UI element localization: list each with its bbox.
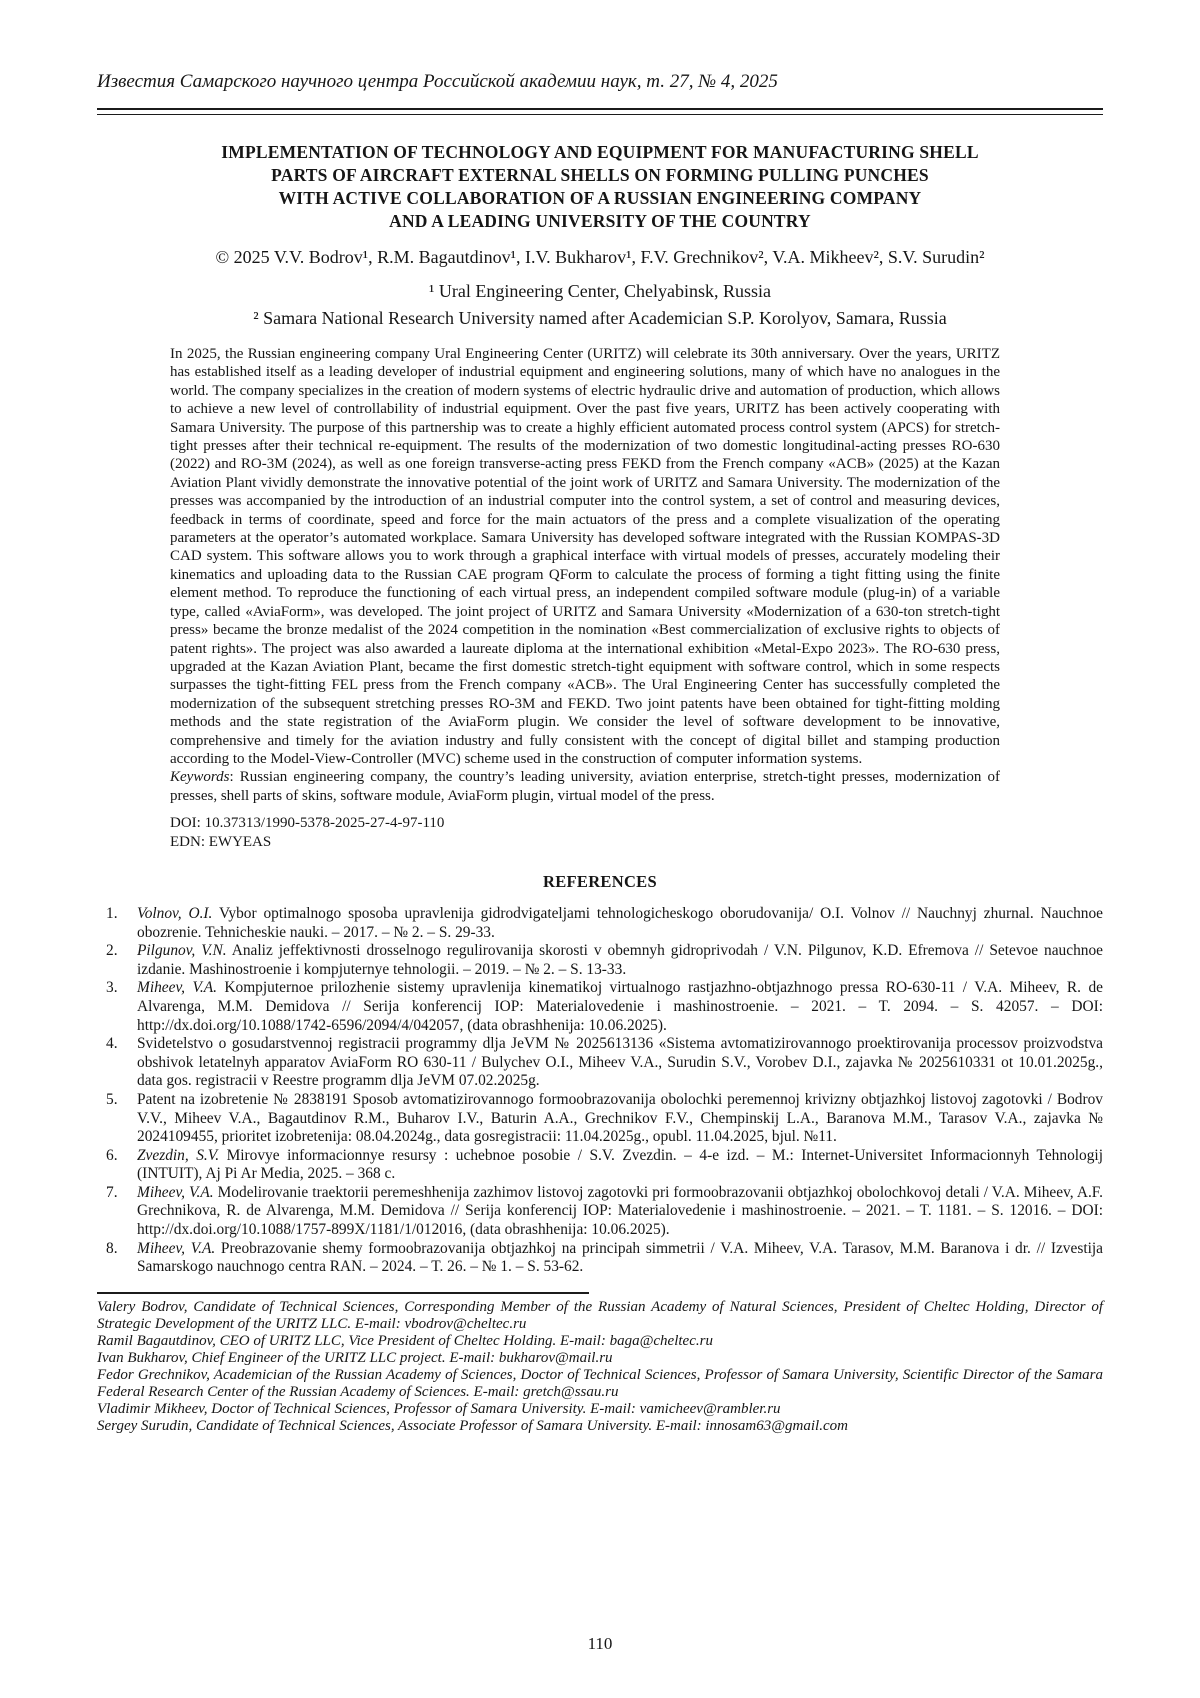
reference-number: 4. [106,1035,118,1053]
doi-block [170,814,1000,851]
reference-author: Pilgunov, V.N. [137,942,227,960]
reference-author: Volnov, O.I. [137,904,213,922]
footnote-rule [97,1292,589,1294]
author-bio: Ramil Bagautdinov, CEO of URITZ LLC, Vice President of Cheltec Holding. E-mail: baga@cheltec.ru [97,1332,713,1349]
reference-author: Zvezdin, S.V. [137,1146,220,1164]
reference-author: Miheev, V.A. [137,1239,216,1257]
author-bio: Ivan Bukharov, Chief Engineer of the URITZ LLC project. E-mail: bukharov@mail.ru [97,1349,613,1366]
reference-body-text: Mirovye informacionnye resursy : uchebnoe posobie / S.V. Zvezdin. – 4-e izd. – M.: Internet-Universitet Informacionnyh Tehnologij (INTUIT), Aj Pi Ar Media, 2025. – 368 c. [137,1146,1103,1183]
reference-body-text: Patent na izobretenie № 2838191 Sposob avtomatizirovannogo formoobrazovanija obolochki peremennoj krivizny obtjazhkoj listovoj zagotovki / Bodrov V.V., Miheev V.A., Bagautdinov R.M., Buharov I.V., Baturin A.A., Grechnikov F.V., Chempinskij L.A., Baranova M.M., Tarasov V.A., zajavka № 2024109455, prioritet izobretenija: 08.04.2024g., data gosregistracii: 11.04.2025g., opubl. 11.04.2025, bjul. №11. [137,1090,1103,1146]
doi-line: DOI: 10.37313/1990-5378-2025-27-4-97-110 [170,815,445,832]
reference-text [137,979,1103,1035]
article-title-line: PARTS OF AIRCRAFT EXTERNAL SHELLS ON FORMING PULLING PUNCHES [271,165,929,185]
reference-item [97,905,1103,942]
author-bio: Valery Bodrov, Candidate of Technical Sciences, Corresponding Member of the Russian Academy of Natural Sciences, President of Cheltec Holding, Director of Strategic Development of the URITZ LLC. E-mail: vbodrov@cheltec.ru [97,1298,1103,1332]
authors-line: © 2025 V.V. Bodrov¹, R.M. Bagautdinov¹, I.V. Bukharov¹, F.V. Grechnikov², V.A. Mikheev², S.V. Surudin² [215,247,985,267]
article-title-line: WITH ACTIVE COLLABORATION OF A RUSSIAN ENGINEERING COMPANY [278,188,922,208]
reference-author: Miheev, V.A. [137,1183,214,1201]
reference-number: 1. [106,904,118,922]
reference-text [137,1147,1103,1184]
reference-text [137,1035,1103,1091]
header-rule [97,108,1103,115]
reference-item [97,942,1103,979]
journal-running-head: Известия Самарского научного центра Российской академии наук, т. 27, № 4, 2025 [97,71,778,92]
references-list [97,905,1103,1277]
keywords-text: : Russian engineering company, the country’s leading university, aviation enterprise, stretch-tight presses, modernization of presses, shell parts of skins, software module, AviaForm plugin, virtual model of the press. [170,769,1000,804]
reference-text [137,1091,1103,1147]
author-bio: Sergey Surudin, Candidate of Technical Sciences, Associate Professor of Samara University. E-mail: innosam63@gmail.com [97,1417,848,1434]
author-bio: Vladimir Mikheev, Doctor of Technical Sciences, Professor of Samara University. E-mail: vamicheev@rambler.ru [97,1400,781,1417]
article-title [97,141,1103,233]
abstract-block [170,345,1000,851]
affiliations [97,278,1103,332]
author-bio: Fedor Grechnikov, Academician of the Russian Academy of Sciences, Doctor of Technical Sciences, Professor of Samara University, Scientific Director of the Samara Federal Research Center of the Russian Academy of Sciences. E-mail: gretch@ssau.ru [97,1366,1103,1400]
article-title-line: AND A LEADING UNIVERSITY OF THE COUNTRY [389,211,811,231]
reference-text [137,1240,1103,1277]
page-number: 110 [587,1634,613,1653]
reference-item [97,979,1103,1035]
reference-body-text: Vybor optimalnogo sposoba upravlenija gidrodvigateljami tehnologicheskogo oborudovanija/ O.I. Volnov // Nauchnyj zhurnal. Nauchnoe obozrenie. Tehnicheskie nauki. – 2017. – № 2. – S. 29-33. [137,904,1103,941]
edn-line: EDN: EWYEAS [170,833,272,850]
reference-body-text: Kompjuternoe prilozhenie sistemy upravlenija kinematikoj virtualnogo rastjazhno-obtjazhnogo pressa RO-630-11 / V.A. Miheev, R. de Alvarenga, M.M. Demidova // Serija konferencij IOP: Materialovedenie i mashinostroenie. – 2021. – T. 2094. – S. 42057. – DOI: http://dx.doi.org/10.1088/1742-6596/2094/4/042057, (data obrashhenija: 10.06.2025). [137,979,1103,1034]
keywords [170,768,1000,805]
reference-text [137,905,1103,942]
article-title-line: IMPLEMENTATION OF TECHNOLOGY AND EQUIPMENT FOR MANUFACTURING SHELL [221,142,979,162]
author-bios [97,1299,1103,1435]
reference-text [137,1184,1103,1240]
keywords-label: Keywords [170,769,230,786]
reference-body-text: Svidetelstvo o gosudarstvennoj registracii programmy dlja JeVM № 2025613136 «Sistema avtomatizirovannogo proektirovanija processov proizvodstva obshivok letatelnyh apparatov AviaForm RO 630-11 / Bulychev O.I., Miheev V.A., Surudin S.V., Vorobev D.I., zajavka № 2025610331 ot 10.01.2025g., data gos. registracii v Reestre programm dlja JeVM 07.02.2025g. [137,1035,1103,1090]
reference-number: 7. [106,1183,118,1201]
reference-item [97,1035,1103,1091]
reference-number: 5. [106,1090,118,1108]
reference-body-text: Preobrazovanie shemy formoobrazovanija obtjazhkoj na principah simmetrii / V.A. Miheev, V.A. Tarasov, M.M. Baranova i dr. // Izvestija Samarskogo nauchnogo centra RAN. – 2024. – T. 26. – № 1. – S. 53-62. [137,1239,1103,1276]
reference-item [97,1184,1103,1240]
reference-number: 2. [106,942,118,960]
reference-body-text: Modelirovanie traektorii peremeshhenija zazhimov listovoj zagotovki pri formoobrazovanii obtjazhkoj obolochkovoj detali / V.A. Miheev, A.F. Grechnikova, R. de Alvarenga, M.M. Demidova // Serija konferencij IOP: Materialovedenie i mashinostroenie. – 2021. – T. 1181. – S. 12016. – DOI: http://dx.doi.org/10.1088/1757-899X/1181/1/012016, (data obrashhenija: 10.06.2025). [137,1183,1103,1239]
reference-item [97,1240,1103,1277]
abstract-text: In 2025, the Russian engineering company Ural Engineering Center (URITZ) will celebrate its 30th anniversary. Over the years, URITZ has established itself as a leading developer of industrial equipment and engineering solutions, many of which have no analogues in the world. The company specializes in the creation of modern systems of electric hydraulic drive and automation of production, which allows to achieve a new level of controllability of industrial equipment. Over the past five years, URITZ has been actively cooperating with Samara University. The purpose of this partnership was to create a highly efficient automated process control system (APCS) for stretch-tight presses after their technical re-equipment. The results of the modernization of two domestic longitudinal-acting presses RO-630 (2022) and RO-3M (2024), as well as one foreign transverse-acting press FEKD from the French company «ACB» (2025) at the Kazan Aviation Plant vividly demonstrate the innovative potential of the joint work of URITZ and Samara University. The modernization of the presses was accompanied by the introduction of an industrial computer into the control system, a set of control and measuring devices, feedback in terms of coordinate, speed and force for the main actuators of the press and a complete visualization of the operating parameters at the operator’s automated workplace. Samara University has developed software integrated with the Russian KOMPAS-3D CAD system. This software allows you to work through a graphical interface with virtual models of presses, accurately modeling their kinematics and uploading data to the Russian CAE program QForm to calculate the process of forming a tight fitting using the finite element method. To reproduce the functioning of each virtual press, an independent compiled software module (plug-in) of a variable type, called «AviaForm», was developed. The joint project of URITZ and Samara University «Modernization of a 630-ton stretch-tight press» became the bronze medalist of the 2024 competition in the nomination «Best commercialization of exclusive rights to objects of patent rights». The project was also awarded a laureate diploma at the international exhibition «Metal-Expo 2023». The RO-630 press, upgraded at the Kazan Aviation Plant, became the first domestic stretch-tight equipment with software control, which in some respects surpasses the tight-fitting FEL press from the French company «ACB». The Ural Engineering Center has successfully completed the modernization of the subsequent stretching presses RO-3M and FEKD. Two joint patents have been obtained for tight-fitting molding methods and the state registration of the AviaForm plugin. We consider the level of software development to be innovative, comprehensive and timely for the aviation industry and fully consistent with the concept of digital billet and stamping production according to the Model-View-Controller (MVC) scheme used in the construction of computer information systems. [170,346,1000,767]
reference-number: 8. [106,1239,118,1257]
reference-author: Miheev, V.A. [137,979,217,997]
affiliation-line: ¹ Ural Engineering Center, Chelyabinsk, Russia [428,281,772,301]
affiliation-line: ² Samara National Research University named after Academician S.P. Korolyov, Samara, Russia [253,308,947,328]
reference-item [97,1091,1103,1147]
reference-number: 3. [106,979,118,997]
references-heading: REFERENCES [543,871,657,891]
reference-number: 6. [106,1146,118,1164]
reference-text [137,942,1103,979]
reference-body-text: Analiz jeffektivnosti drosselnogo regulirovanija skorosti v obemnyh gidroprivodah / V.N. Pilgunov, K.D. Efremova // Setevoe nauchnoe izdanie. Mashinostroenie i kompjuternye tehnologii. – 2019. – № 2. – S. 13-33. [137,942,1103,978]
reference-item [97,1147,1103,1184]
